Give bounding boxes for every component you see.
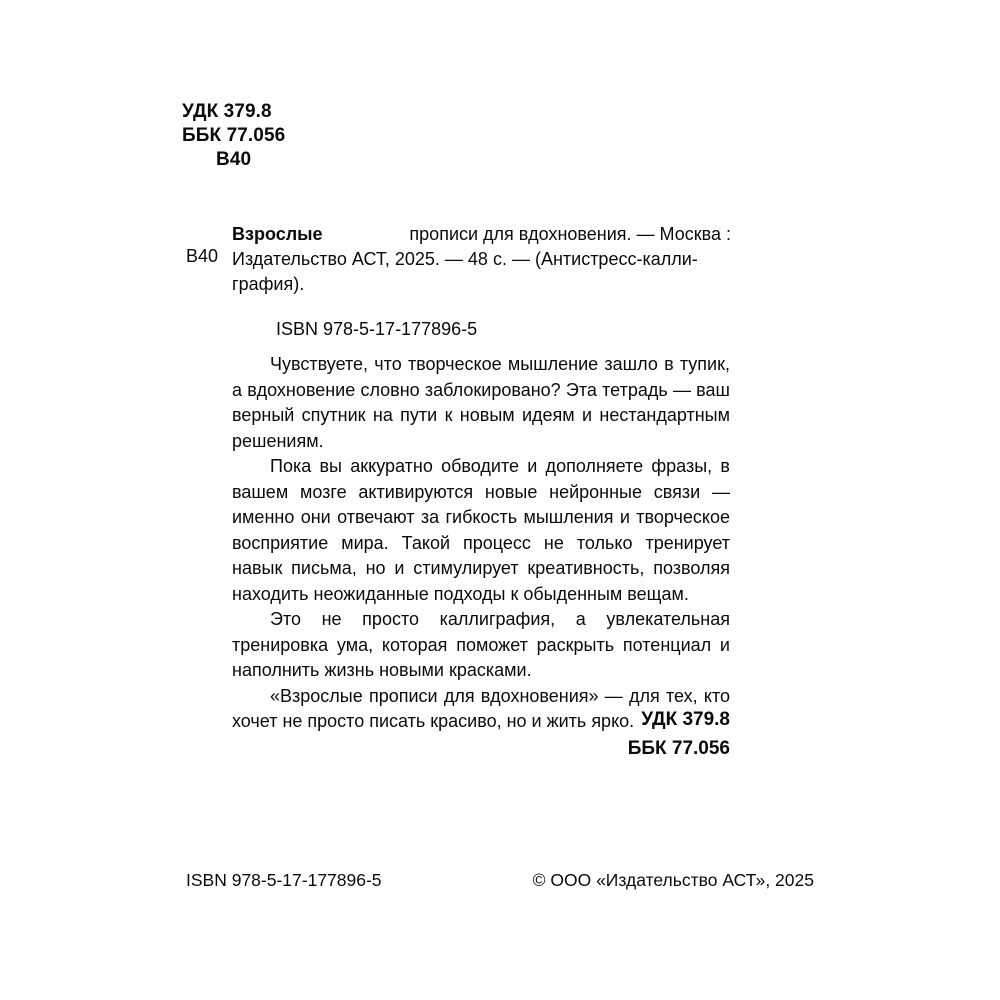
citation-line-2: Издательство АСТ, 2025. — 48 с. — (Антистресс-калли- bbox=[232, 249, 698, 269]
bibliographic-citation bbox=[186, 222, 731, 342]
annotation-paragraph-3: Это не просто каллиграфия, а увлекательная тренировка ума, которая поможет раскрыть потенциал и наполнить жизнь новыми красками. bbox=[232, 609, 730, 680]
citation-line-1-rest: прописи для вдохновения. — Москва : bbox=[409, 224, 731, 244]
annotation-paragraph-1: Чувствуете, что творческое мышление зашло в тупик, а вдохновение словно заблокировано? Эта тетрадь — ваш верный спутник на пути к новым идеям и нестандартным решениям. bbox=[232, 354, 730, 451]
classification-bottom bbox=[430, 705, 730, 763]
classification-top bbox=[120, 100, 380, 172]
isbn-citation: ISBN 978-5-17-177896-5 bbox=[276, 319, 478, 339]
annotation-paragraph-2: Пока вы аккуратно обводите и дополняете фразы, в вашем мозге активируются новые нейронные связи — именно они отвечают за гибкость мышления и творческое восприятие мира. Такой процесс не только тренирует навык письма, но и стимулирует креативность, позволяя находить неожиданные подходы к обыденным вещам. bbox=[232, 456, 730, 604]
author-sign-code: В40 bbox=[216, 149, 252, 170]
annotation-text bbox=[232, 352, 730, 735]
isbn-footer: ISBN 978-5-17-177896-5 bbox=[186, 870, 382, 890]
page-footer bbox=[186, 868, 814, 892]
citation-marker: В40 bbox=[186, 246, 219, 266]
citation-line-1 bbox=[232, 222, 731, 247]
citation-line-3: графия). bbox=[232, 274, 305, 294]
bbk-code-top: ББК 77.056 bbox=[182, 125, 286, 146]
bbk-code-bottom: ББК 77.056 bbox=[627, 738, 730, 759]
udk-code-bottom: УДК 379.8 bbox=[641, 709, 730, 730]
citation-title: Взрослые bbox=[232, 224, 323, 244]
udk-code-top: УДК 379.8 bbox=[182, 101, 272, 122]
copyright-notice: © ООО «Издательство АСТ», 2025 bbox=[532, 870, 814, 890]
citation-body bbox=[232, 222, 731, 297]
annotation-paragraph-4: «Взрослые прописи для вдохновения» — для тех, кто хочет не просто писать красиво, но и жить ярко. bbox=[232, 685, 730, 731]
